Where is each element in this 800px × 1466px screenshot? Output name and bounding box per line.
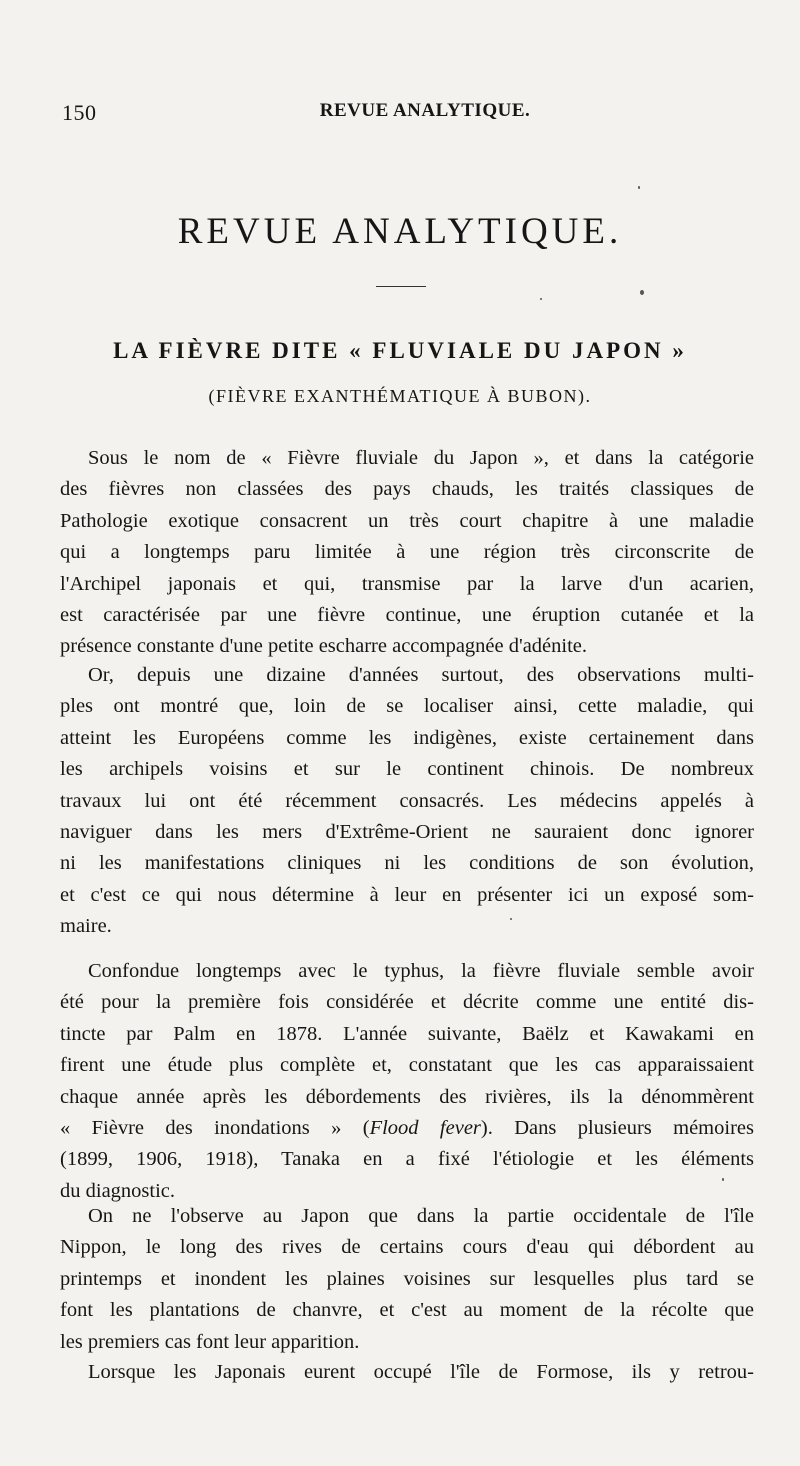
text-line: les premiers cas font leur apparition.	[60, 1330, 360, 1353]
text-line: ni les manifestations cliniques ni les conditions de son évolution,	[60, 852, 754, 875]
text-line: Sous le nom de « Fièvre fluviale du Japon », et dans la catégorie	[88, 447, 754, 469]
running-title: REVUE ANALYTIQUE.	[319, 100, 531, 121]
italic-term: Flood fever	[369, 1117, 481, 1140]
text-line: atteint les Européens comme les indigènes, existe certainement dans	[60, 726, 754, 749]
text-line: Nippon, le long des rives de certains cours d'eau qui débordent au	[60, 1236, 754, 1259]
text-segment: « Fièvre des inondations » (	[60, 1117, 370, 1140]
text-line: les archipels voisins et sur le continent chinois. De nombreux	[60, 758, 754, 781]
text-line: des fièvres non classées des pays chauds, les traités classiques de	[60, 478, 754, 501]
title-divider	[376, 286, 426, 287]
scan-speck	[640, 290, 644, 295]
text-line: tincte par Palm en 1878. L'année suivante, Baëlz et Kawakami en	[60, 1022, 754, 1045]
text-line: l'Archipel japonais et qui, transmise par la larve d'un acarien,	[60, 572, 754, 595]
text-segment: ). Dans plusieurs mémoires	[480, 1117, 754, 1140]
paragraph-2	[60, 660, 754, 943]
text-line: printemps et inondent les plaines voisines sur lesquelles plus tard se	[60, 1267, 754, 1290]
scan-speck	[540, 298, 542, 300]
text-line: Or, depuis une dizaine d'années surtout, des observations multi-	[88, 664, 754, 686]
text-line: travaux lui ont été récemment consacrés. Les médecins appelés à	[60, 789, 754, 812]
text-line: Lorsque les Japonais eurent occupé l'île de Formose, ils y retrou-	[88, 1361, 754, 1383]
text-line: est caractérisée par une fièvre continue, une éruption cutanée et la	[60, 604, 754, 627]
text-line: ples ont montré que, loin de se localiser ainsi, cette maladie, qui	[60, 695, 754, 718]
text-line: été pour la première fois considérée et décrite comme une entité dis-	[60, 991, 754, 1014]
section-title: REVUE ANALYTIQUE.	[177, 211, 623, 252]
paragraph-4	[60, 1201, 754, 1358]
text-line: qui a longtemps paru limitée à une région très circonscrite de	[60, 541, 754, 564]
text-line: du diagnostic.	[60, 1179, 176, 1202]
running-header	[62, 100, 758, 130]
text-line: (1899, 1906, 1918), Tanaka en a fixé l'étiologie et les éléments	[60, 1148, 754, 1171]
scan-speck	[510, 918, 512, 920]
text-line: présence constante d'une petite escharre accompagnée d'adénite.	[60, 635, 588, 658]
paragraph-3	[60, 956, 754, 1207]
article-subtitle: (FIÈVRE EXANTHÉMATIQUE À BUBON).	[208, 386, 592, 406]
scan-speck	[722, 1178, 724, 1181]
text-line: naviguer dans les mers d'Extrême-Orient ne sauraient donc ignorer	[60, 821, 754, 844]
text-line: On ne l'observe au Japon que dans la partie occidentale de l'île	[88, 1205, 754, 1227]
text-line: chaque année après les débordements des rivières, ils la dénommèrent	[60, 1085, 754, 1108]
text-line: Confondue longtemps avec le typhus, la fièvre fluviale semble avoir	[88, 960, 754, 982]
text-line: firent une étude plus complète et, constatant que les cas apparaissaient	[60, 1054, 754, 1077]
text-line: maire.	[60, 915, 112, 938]
text-line-mixed	[60, 1113, 754, 1144]
text-line: Pathologie exotique consacrent un très court chapitre à une maladie	[60, 509, 754, 532]
text-line: font les plantations de chanvre, et c'est au moment de la récolte que	[60, 1299, 754, 1322]
paragraph-5	[60, 1357, 754, 1388]
text-line: et c'est ce qui nous détermine à leur en présenter ici un exposé som-	[60, 883, 754, 906]
page-number: 150	[62, 100, 97, 125]
scan-speck	[638, 186, 640, 189]
article-title: LA FIÈVRE DITE « FLUVIALE DU JAPON »	[113, 338, 687, 363]
paragraph-1	[60, 443, 754, 663]
